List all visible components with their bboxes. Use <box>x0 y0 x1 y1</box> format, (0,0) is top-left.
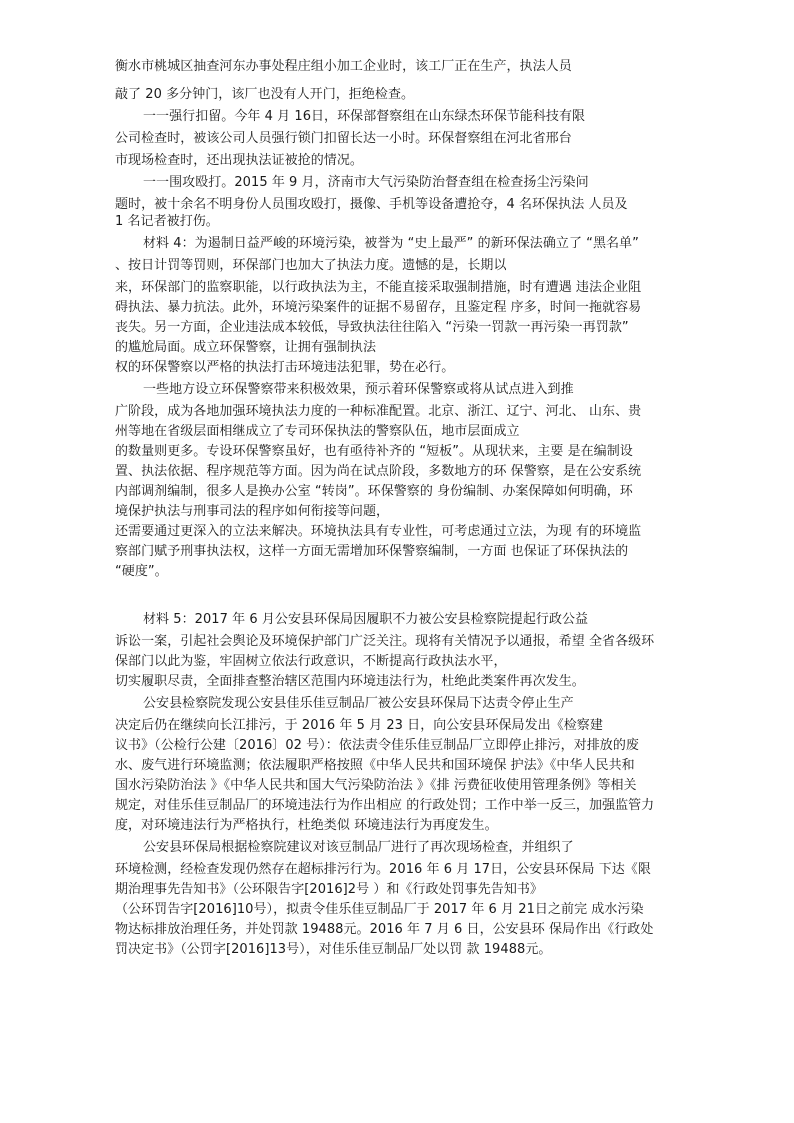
text-line: 公安县环保局根据检察院建议对该豆制品厂进行了再次现场检查，并组织了 <box>143 840 574 855</box>
text-line: 广阶段，成为各地加强环境执法力度的一种标准配置。北京、浙江、辽宁、河北、 山东、贵 <box>115 404 642 419</box>
text-line: 来，环保部门的监察职能，以行政执法为主，不能直接采取强制措施，时有遭遇 违法企业阻 <box>115 280 642 295</box>
text-line: 一一强行扣留。今年 4 月 16日，环保部督察组在山东绿杰环保节能科技有限 <box>143 109 586 124</box>
text-line: 环境检测，经检查发现仍然存在超标排污行为。2016 年 6 月 17日，公安县环保局 下达《限 <box>115 862 651 877</box>
text-line: 度，对环境违法行为严格执行，杜绝类似 环境违法行为再度发生。 <box>115 818 498 833</box>
text-line: （公环罚告字[2016]10号），拟责令佳乐佳豆制品厂于 2017 年 6 月 21日之前完 成水污染 <box>115 902 644 917</box>
text-line: 衡水市桃城区抽查河东办事处程庄组小加工企业时，该工厂正在生产，执法人员 <box>115 59 572 74</box>
text-line: 保部门以此为鉴，牢固树立依法行政意识，不断提高行政执法水平， <box>115 654 507 669</box>
text-line: 国水污染防治法 》《中华人民共和国大气污染防治法 》《排 污费征收使用管理条例》等相关 <box>115 778 637 793</box>
text-line: 一些地方设立环保警察带来积极效果，预示着环保警察或将从试点进入到推 <box>143 382 574 397</box>
text-line: 还需要通过更深入的立法来解决。环境执法具有专业性，可考虑通过立法，为现 有的环境监 <box>115 524 642 539</box>
text-line: 丧失。另一方面，企业违法成本较低，导致执法往往陷入 “污染一罚款一再污染一再罚款” <box>115 320 629 335</box>
text-line: 州等地在省级层面相继成立了专司环保执法的警察队伍，地市层面成立 <box>115 424 520 439</box>
text-line: 1 名记者被打伤。 <box>115 214 219 229</box>
text-line: 公安县检察院发现公安县佳乐佳豆制品厂被公安县环保局下达责令停止生产 <box>143 696 574 711</box>
text-line: 一一围攻殴打。2015 年 9 月，济南市大气污染防治督查组在检查扬尘污染问 <box>143 175 589 190</box>
text-line: 碍执法、暴力抗法。此外，环境污染案件的证据不易留存，且鉴定程 序多，时间一拖就容易 <box>115 300 642 315</box>
text-line: 境保护执法与刑事司法的程序如何衔接等问题， <box>115 504 390 519</box>
text-line: 议书》（公检行公建〔2016〕02 号）：依法责令佳乐佳豆制品厂立即停止排污，对排放的废 <box>115 738 639 753</box>
text-line: 的尴尬局面。成立环保警察，让拥有强制执法 <box>115 340 377 355</box>
text-line: 察部门赋予刑事执法权，这样一方面无需增加环保警察编制，一方面 也保证了环保执法的 <box>115 544 629 559</box>
text-line: 诉讼一案，引起社会舆论及环境保护部门广泛关注。现将有关情况予以通报，希望 全省各级环 <box>115 634 655 649</box>
text-line: 罚决定书》（公罚字[2016]13号），对佳乐佳豆制品厂处以罚 款 19488元。 <box>115 942 552 957</box>
text-line: 材料 5：2017 年 6 月公安县环保局因履职不力被公安县检察院提起行政公益 <box>143 612 589 627</box>
text-line: 切实履职尽责，全面排查整治辖区范围内环境违法行为，杜绝此类案件再次发生。 <box>115 674 585 689</box>
text-line: 水、废气进行环境监测；依法履职严格按照《中华人民共和国环境保 护法》《中华人民共和 <box>115 758 635 773</box>
text-line: 、按日计罚等罚则，环保部门也加大了执法力度。遗憾的是，长期以 <box>115 258 507 273</box>
text-line: 的数量则更多。专设环保警察虽好，也有亟待补齐的 “短板”。从现状来，主要 是在编制设 <box>115 444 633 459</box>
text-line: 敲了 20 多分钟门，该厂也没有人开门，拒绝检查。 <box>115 87 415 102</box>
text-line: 权的环保警察以严格的执法打击环境违法犯罪，势在必行。 <box>115 360 455 375</box>
text-line: 物达标排放治理任务，并处罚款 19488元。2016 年 7 月 6 日，公安县环 保局作出《行政处 <box>115 922 654 937</box>
text-line: 内部调剂编制，很多人是换办公室 “转岗”。环保警察的 身份编制、办案保障如何明确，环 <box>115 484 633 499</box>
text-line: 公司检查时，被该公司人员强行锁门扣留长达一小时。环保督察组在河北省邢台 <box>115 131 572 146</box>
text-line: 决定后仍在继续向长江排污，于 2016 年 5 月 23 日，向公安县环保局发出《检察建 <box>115 718 603 733</box>
text-line: 市现场检查时，还出现执法证被抢的情况。 <box>115 153 363 168</box>
text-line: 材料 4：为遏制日益严峻的环境污染，被誉为 “史上最严” 的新环保法确立了 “黑名单” <box>143 236 639 251</box>
text-line: 题时，被十余名不明身份人员围攻殴打，摄像、手机等设备遭抢夺，4 名环保执法 人员及 <box>115 197 628 212</box>
text-line: 规定，对佳乐佳豆制品厂的环境违法行为作出相应 的行政处罚；工作中举一反三，加强监管力 <box>115 798 655 813</box>
text-line: 置、执法依据、程序规范等方面。因为尚在试点阶段，多数地方的环 保警察，是在公安系统 <box>115 464 642 479</box>
text-line: “硬度”。 <box>115 564 168 579</box>
text-line: 期治理事先告知书》（公环限告字[2016]2号 ）和《行政处罚事先告知书》 <box>115 882 543 897</box>
